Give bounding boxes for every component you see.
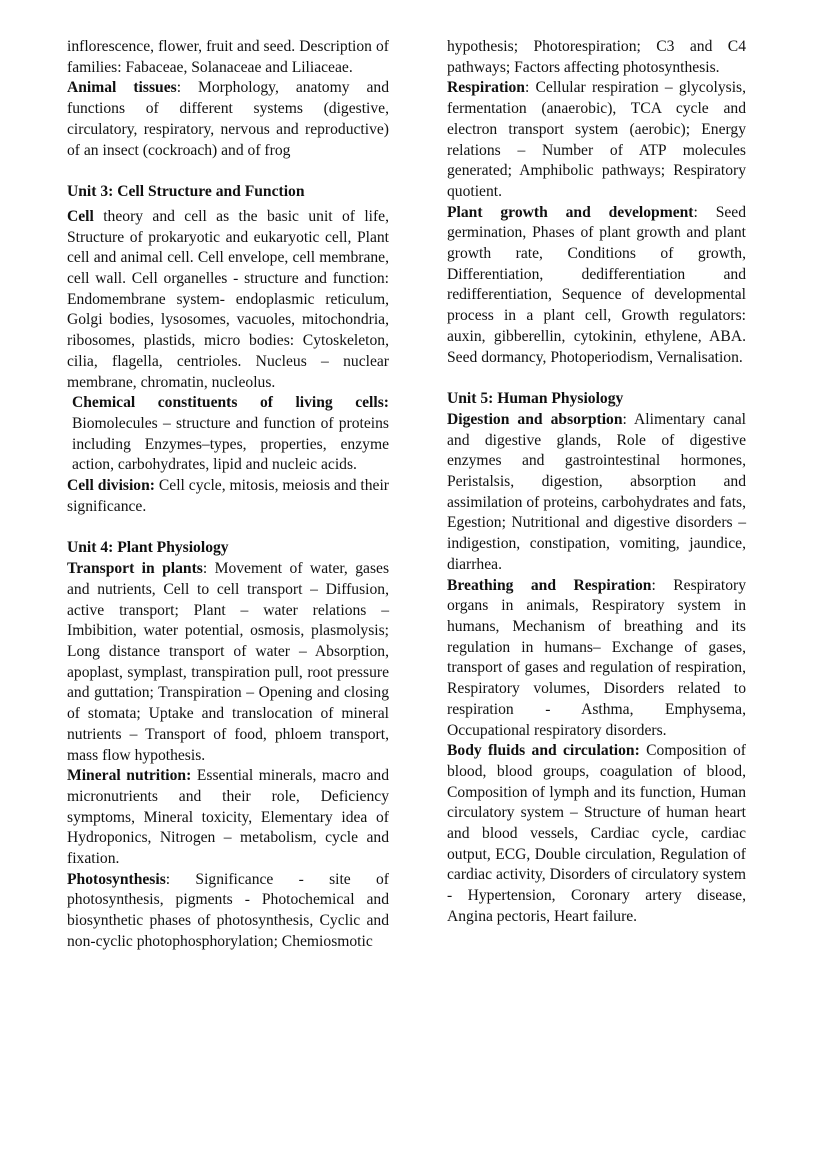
text-breathing: : Respiratory organs in animals, Respiratory system in humans, Mechanism of breathing and its regulation in humans– Exchange of gases, transport of gases and regulation of respiration, Respiratory volumes, Disorders related to respiration - Asthma, Emphysema, Occupational respiratory disorders. [447,576,746,739]
text-digestion: : Alimentary canal and digestive glands, Role of digestive enzymes and gastrointestinal hormones, Peristalsis, digestion, absorption and assimilation of proteins, carbohydrates and fats, Egestion; Nutritional and digestive disorders – indigestion, constipation, vomiting, jaundice, diarrhea. [447,410,746,573]
term-cell-division: Cell division: [67,477,155,495]
term-plant-growth: Plant growth and development [447,203,694,221]
text-plant-growth: : Seed germination, Phases of plant growth and plant growth rate, Conditions of growth, Differentiation, dedifferentiation and redifferentiation, Sequence of developmental process in a plant cell, Growth regulators: auxin, gibberellin, cytokinin, ethylene, ABA. Seed dormancy, Photoperiodism, Vernalisation. [447,203,747,366]
paragraph-plant-morphology-end: inflorescence, flower, fruit and seed. Description of families: Fabaceae, Solanaceae and Liliaceae. [67,38,389,76]
text-mineral-nutrition: Essential minerals, macro and micronutrients and their role, Deficiency symptoms, Mineral toxicity, Elementary idea of Hydroponics, Nitrogen – metabolism, cycle and fixation. [67,767,389,868]
text-body-fluids: Composition of blood, blood groups, coagulation of blood, Composition of lymph and its function, Human circulatory system – Structure of human heart and blood vessels, Cardiac cycle, cardiac output, ECG, Double circulation, Regulation of cardiac activity, Disorders of circulatory system - Hypertension, Coronary artery disease, Angina pectoris, Heart failure. [447,742,746,925]
term-respiration: Respiration [447,79,525,97]
paragraph-chemical-constituents [67,393,389,476]
term-chemical-constituents: Chemical constituents of living cells: [72,394,389,412]
text-animal-tissues: : Morphology, anatomy and functions of different systems (digestive, circulatory, respiratory, nervous and reproductive) of an insect (cockroach) and of frog [67,79,390,159]
text-cell: theory and cell as the basic unit of life, Structure of prokaryotic and eukaryotic cell, Plant cell and animal cell. Cell envelope, cell membrane, cell wall. Cell organelles - structure and function: Endomembrane system- endoplasmic reticulum, Golgi bodies, lysosomes, vacuoles, mitochondria, ribosomes, plastids, micro bodies: Cytoskeleton, cilia, flagella, centrioles. Nucleus – nuclear membrane, chromatin, nucleolus. [67,207,389,391]
paragraph-mineral-nutrition [67,766,389,870]
paragraph-cell-division [67,476,389,517]
paragraph-breathing [447,576,746,742]
text-chemical-constituents: Biomolecules – structure and function of proteins including Enzymes–types, properties, enzyme action, carbohydrates, lipid and nucleic acids. [72,414,389,474]
paragraph-photosynthesis-continued: hypothesis; Photorespiration; C3 and C4 pathways; Factors affecting photosynthesis. [447,38,746,76]
term-body-fluids: Body fluids and circulation: [447,742,640,760]
text-respiration: : Cellular respiration – glycolysis, fermentation (anaerobic), TCA cycle and electron transport system (aerobic); Energy relations – Number of ATP molecules generated; Amphibolic pathways; Respiratory quotient. [447,79,746,200]
term-photosynthesis: Photosynthesis [67,870,166,888]
term-mineral-nutrition: Mineral nutrition: [67,767,192,785]
left-column [67,37,389,953]
paragraph-body-fluids [447,741,746,927]
text-cell-division: Cell cycle, mitosis, meiosis and their significance. [67,477,389,515]
unit-3-heading: Unit 3: Cell Structure and Function [67,183,305,201]
text-transport-in-plants: : Movement of water, gases and nutrients, Cell to cell transport – Diffusion, active transport; Plant – water relations – Imbibition, water potential, osmosis, plasmolysis; Long distance transport of water – Absorption, apoplast, symplast, transpiration pull, root pressure and guttation; Transpiration – Opening and closing of stomata; Uptake and translocation of mineral nutrients – Transport of food, phloem transport, mass flow hypothesis. [67,560,390,764]
term-animal-tissues: Animal tissues [67,79,177,97]
unit-4-heading: Unit 4: Plant Physiology [67,539,229,557]
term-breathing: Breathing and Respiration [447,576,652,594]
paragraph-cell [67,207,389,393]
term-digestion: Digestion and absorption [447,410,623,428]
text-photosynthesis: : Significance - site of photosynthesis, pigments - Photochemical and biosynthetic phases of photosynthesis, Cyclic and non-cyclic photophosphorylation; Chemiosmotic [67,870,389,950]
term-transport-in-plants: Transport in plants [67,560,203,578]
paragraph-transport-in-plants [67,559,389,766]
paragraph-plant-growth [447,203,746,369]
paragraph-digestion [447,410,746,576]
paragraph-photosynthesis [67,870,389,953]
unit-5-heading: Unit 5: Human Physiology [447,390,624,408]
right-column [447,37,746,928]
paragraph-animal-tissues [67,78,389,161]
paragraph-respiration [447,78,746,202]
term-cell: Cell [67,207,94,225]
